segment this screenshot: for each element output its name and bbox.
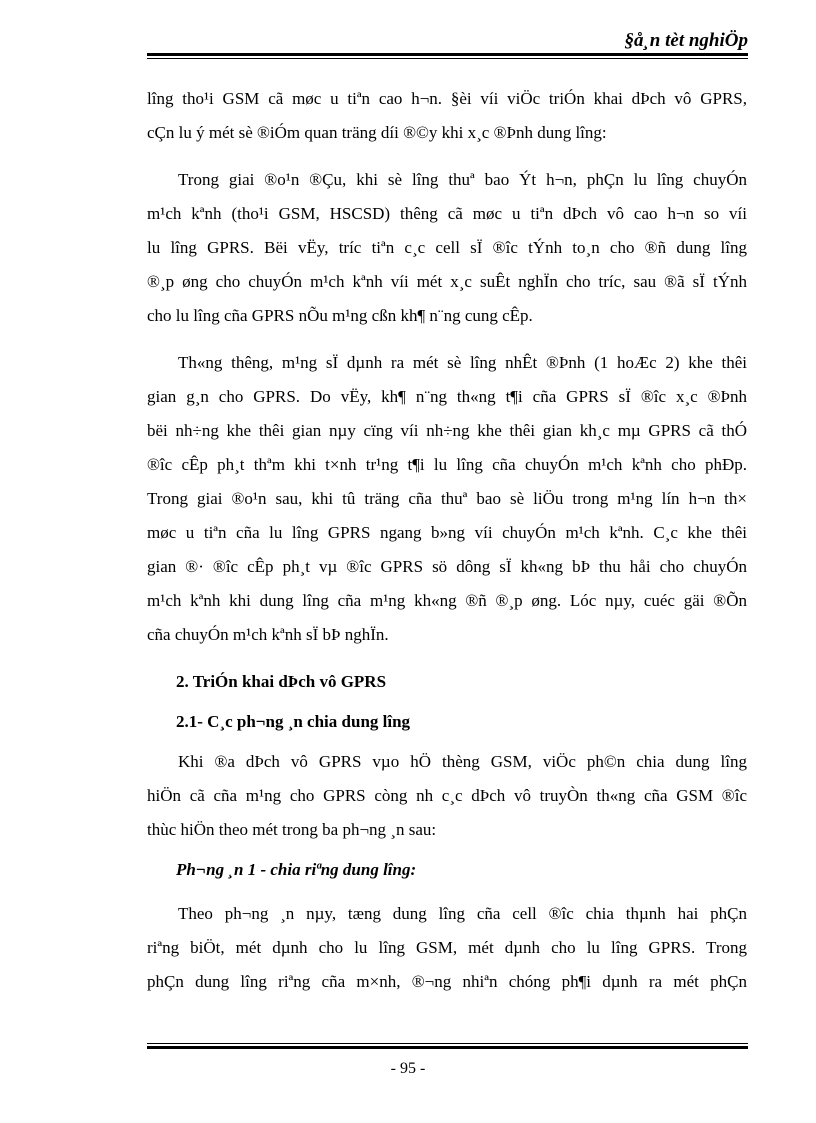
text-line: lu lîng GPRS. Bëi vËy, tríc tiªn c¸c cell sÏ ®îc tÝnh to¸n cho ®ñ dung lîng bbox=[147, 238, 747, 257]
paragraph bbox=[147, 897, 747, 999]
footer-rule-thin bbox=[147, 1043, 748, 1044]
text-line: hiÖn cã cña m¹ng cho GPRS còng nh c¸c dÞch vô truyÒn th«ng cña GSM ®îc bbox=[147, 786, 747, 805]
section-heading: 2. TriÓn khai dÞch vô GPRS bbox=[176, 672, 387, 691]
text-line: cña chuyÓn m¹ch kªnh sÏ bÞ nghÏn. bbox=[147, 625, 389, 644]
text-line: ®îc cÊp ph¸t thªm khi t×nh tr¹ng t¶i lu lîng cña chuyÓn m¹ch kªnh cho phÐp. bbox=[147, 455, 747, 474]
text-line: thùc hiÖn theo mét trong ba ph¬ng ¸n sau: bbox=[147, 820, 437, 839]
text-line: gian ®· ®îc cÊp ph¸t vµ ®îc GPRS sö dông sÏ kh«ng bÞ thu håi cho chuyÓn bbox=[147, 557, 747, 576]
header-title: §å¸n tèt nghiÖp bbox=[624, 30, 748, 51]
text-line: bëi nh÷ng khe thêi gian nµy cïng víi nh÷ng khe thêi gian kh¸c mµ GPRS cã thÓ bbox=[147, 421, 747, 440]
text-line: Theo ph¬ng ¸n nµy, tæng dung lîng cña cell ®îc chia thµnh hai phÇn bbox=[178, 904, 747, 923]
header-rule-thick bbox=[147, 53, 748, 56]
text-line: møc u tiªn cña lu lîng GPRS ngang b»ng víi chuyÓn m¹ch kªnh. C¸c khe thêi bbox=[147, 523, 747, 542]
option-heading: Ph¬ng ¸n 1 - chia riªng dung lîng: bbox=[176, 860, 417, 879]
text-line: gian g¸n cho GPRS. Do vËy, kh¶ n¨ng th«ng t¶i cña GPRS sÏ ®îc x¸c ®Þnh bbox=[147, 387, 747, 406]
paragraph bbox=[147, 745, 747, 847]
paragraph bbox=[147, 346, 747, 652]
text-line: Khi ®a dÞch vô GPRS vµo hÖ thèng GSM, viÖc ph©n chia dung lîng bbox=[178, 752, 747, 771]
text-line: ®¸p øng cho chuyÓn m¹ch kªnh víi mét x¸c suÊt nghÏn cho tríc, sau ®ã sÏ tÝnh bbox=[147, 272, 747, 291]
paragraph bbox=[147, 82, 747, 150]
subsection-heading: 2.1- C¸c ph¬ng ¸n chia dung lîng bbox=[176, 712, 411, 731]
text-line: cÇn lu ý mét sè ®iÓm quan träng díi ®©y khi x¸c ®Þnh dung lîng: bbox=[147, 123, 607, 142]
paragraph bbox=[147, 163, 747, 333]
page-number: - 95 - bbox=[390, 1060, 426, 1077]
text-line: phÇn dung lîng riªng cña m×nh, ®¬ng nhiªn chóng ph¶i dµnh ra mét phÇn bbox=[147, 972, 747, 991]
document-body bbox=[147, 82, 747, 999]
text-line: Trong giai ®o¹n ®Çu, khi sè lîng thuª bao Ýt h¬n, phÇn lu lîng chuyÓn bbox=[178, 170, 747, 189]
text-line: Trong giai ®o¹n sau, khi tû träng cña thuª bao sè liÖu trong m¹ng lín h¬n th× bbox=[147, 489, 747, 508]
header-rule-thin bbox=[147, 58, 748, 59]
text-line: riªng biÖt, mét dµnh cho lu lîng GSM, mét dµnh cho lu lîng GPRS. Trong bbox=[147, 938, 747, 957]
text-line: Th«ng thêng, m¹ng sÏ dµnh ra mét sè lîng nhÊt ®Þnh (1 hoÆc 2) khe thêi bbox=[178, 353, 747, 372]
text-line: m¹ch kªnh (tho¹i GSM, HSCSD) thêng cã møc u tiªn dÞch vô cao h¬n so víi bbox=[147, 204, 747, 223]
text-line: m¹ch kªnh khi dung lîng cña m¹ng kh«ng ®ñ ®¸p øng. Lóc nµy, cuéc gäi ®Õn bbox=[147, 591, 747, 610]
text-line: cho lu lîng cña GPRS nÕu m¹ng cßn kh¶ n¨ng cung cÊp. bbox=[147, 306, 533, 325]
text-line: lîng tho¹i GSM cã møc u tiªn cao h¬n. §èi víi viÖc triÓn khai dÞch vô GPRS, bbox=[147, 89, 747, 108]
footer-rule-thick bbox=[147, 1046, 748, 1049]
